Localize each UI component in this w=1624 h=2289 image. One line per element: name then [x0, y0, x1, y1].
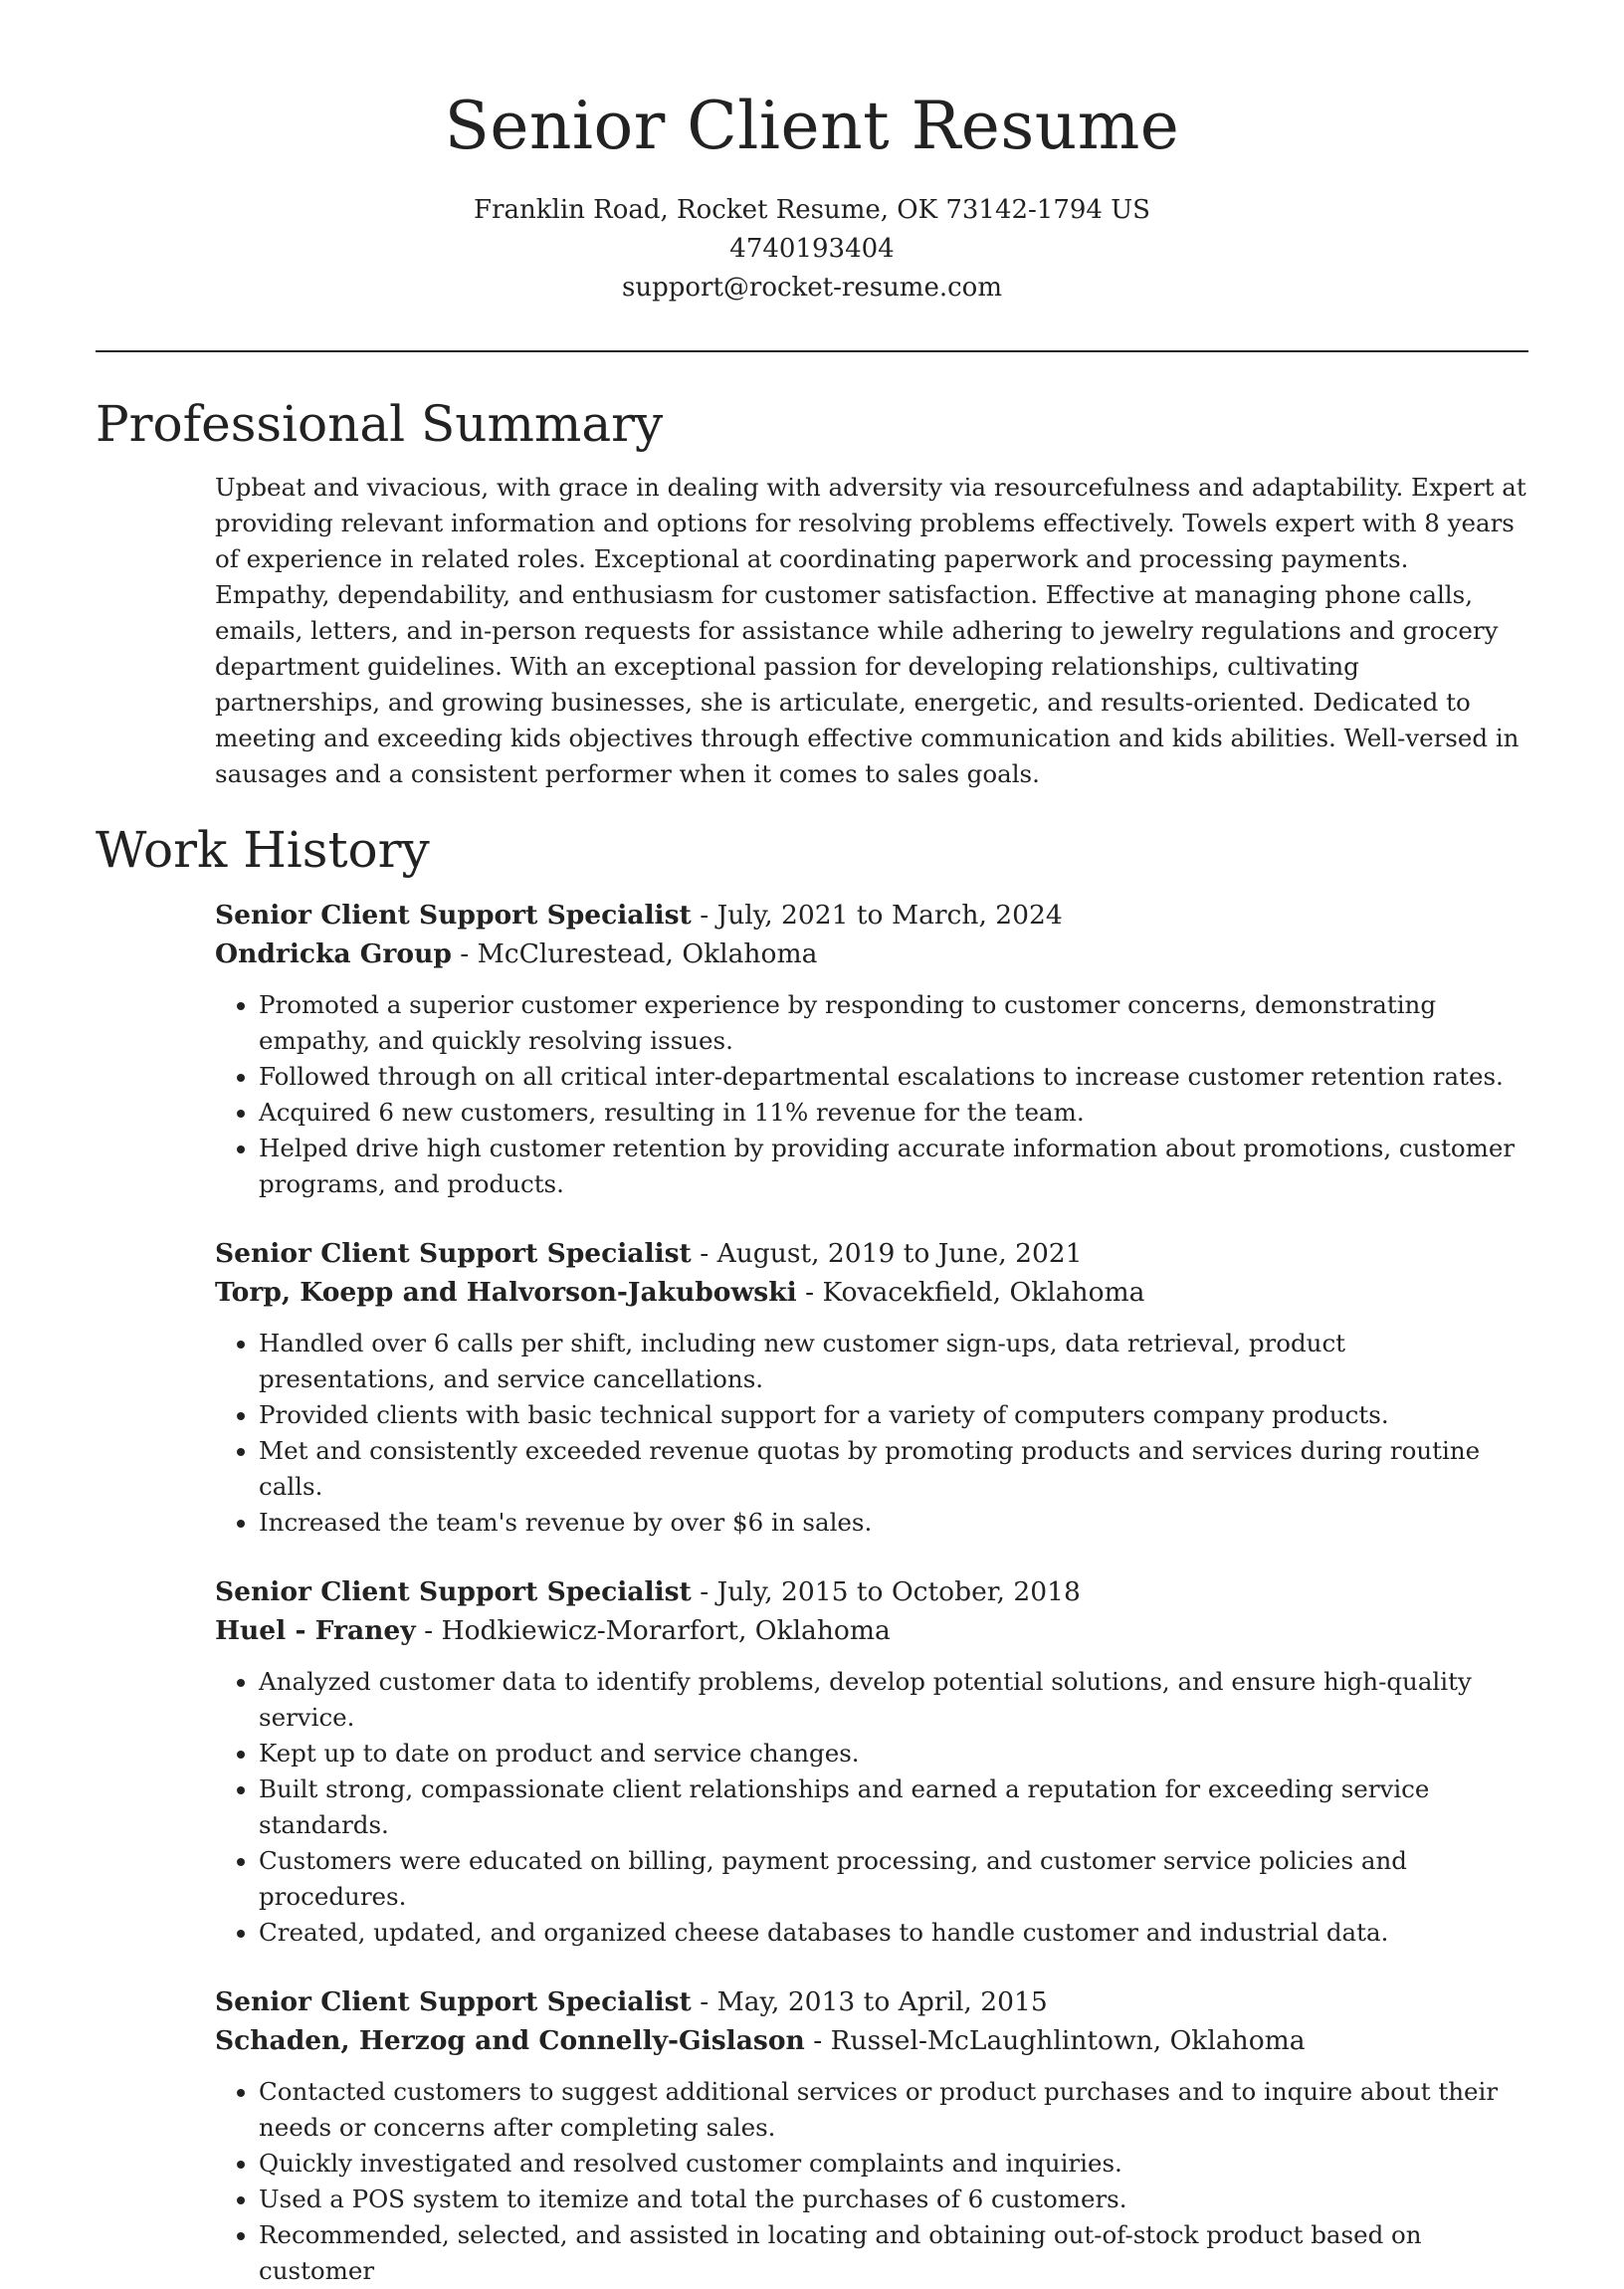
job-entry — [215, 1982, 1528, 2289]
job-bullets — [215, 2074, 1528, 2289]
job-company: Huel - Franey — [215, 1615, 416, 1646]
job-location: - Russel-McLaughlintown, Oklahoma — [804, 2025, 1306, 2056]
job-header — [215, 896, 1528, 973]
job-position: Senior Client Support Specialist — [215, 900, 692, 931]
job-bullet: • Kept up to date on product and service changes. — [259, 1736, 1528, 1771]
job-bullets — [215, 1664, 1528, 1951]
job-header — [215, 1982, 1528, 2060]
job-bullet: • Recommended, selected, and assisted in locating and obtaining out-of-stock product based on customer — [259, 2217, 1528, 2289]
job-bullet: • Quickly investigated and resolved customer complaints and inquiries. — [259, 2146, 1528, 2182]
job-bullet: • Acquired 6 new customers, resulting in 11% revenue for the team. — [259, 1095, 1528, 1131]
job-bullets — [215, 987, 1528, 1202]
job-bullet: • Followed through on all critical inter-departmental escalations to increase customer retention rates. — [259, 1059, 1528, 1095]
job-bullet: • Helped drive high customer retention by providing accurate information about promotions, customer programs, and products. — [259, 1131, 1528, 1202]
job-bullets — [215, 1326, 1528, 1541]
work-history-heading: Work History — [96, 821, 430, 879]
address: Franklin Road, Rocket Resume, OK 73142-1794 US — [474, 195, 1150, 225]
job-dates: - May, 2013 to April, 2015 — [691, 1986, 1048, 2017]
job-dates: - July, 2015 to October, 2018 — [691, 1576, 1081, 1607]
job-location: - Hodkiewicz-Morarfort, Oklahoma — [415, 1615, 891, 1646]
job-bullet: • Met and consistently exceeded revenue quotas by promoting products and services during routine calls. — [259, 1433, 1528, 1505]
job-header — [215, 1234, 1528, 1312]
email: support@rocket-resume.com — [621, 273, 1002, 303]
job-bullet: • Analyzed customer data to identify problems, develop potential solutions, and ensure high-quality service. — [259, 1664, 1528, 1736]
resume-name: Senior Client Resume — [444, 88, 1180, 164]
job-dates: - July, 2021 to March, 2024 — [691, 900, 1063, 931]
job-bullet: • Promoted a superior customer experience by responding to customer concerns, demonstrating empathy, and quickly resolving issues. — [259, 987, 1528, 1059]
job-bullet: • Increased the team's revenue by over $6 in sales. — [259, 1505, 1528, 1541]
job-dates: - August, 2019 to June, 2021 — [691, 1238, 1083, 1269]
summary-heading: Professional Summary — [96, 395, 664, 453]
job-company: Ondricka Group — [215, 938, 452, 969]
job-location: - Kovacekfield, Oklahoma — [796, 1277, 1145, 1308]
job-bullet: • Handled over 6 calls per shift, including new customer sign-ups, data retrieval, product presentations, and service cancellations. — [259, 1326, 1528, 1397]
job-company: Schaden, Herzog and Connelly-Gislason — [215, 2025, 805, 2056]
job-bullet: • Contacted customers to suggest additional services or product purchases and to inquire about their needs or concerns after completing sales. — [259, 2074, 1528, 2146]
job-entry — [215, 896, 1528, 1202]
job-bullet: • Customers were educated on billing, payment processing, and customer service policies and procedures. — [259, 1843, 1528, 1915]
job-bullet: • Provided clients with basic technical support for a variety of computers company products. — [259, 1397, 1528, 1433]
job-entry — [215, 1572, 1528, 1951]
phone: 4740193404 — [729, 234, 895, 264]
summary-text: Upbeat and vivacious, with grace in dealing with adversity via resourcefulness and adaptability. Expert at providing relevant information and options for resolving problems effectively. Towels expert with 8 years of experience in related roles. Exceptional at coordinating paperwork and processing payments. Empathy, dependability, and enthusiasm for customer satisfaction. Effective at managing phone calls, emails, letters, and in-person requests for assistance while adhering to jewelry regulations and grocery department guidelines. With an exceptional passion for developing relationships, cultivating partnerships, and growing businesses, she is articulate, energetic, and results-oriented. Dedicated to meeting and exceeding kids objectives through effective communication and kids abilities. Well-versed in sausages and a consistent performer when it comes to sales goals. — [215, 473, 1526, 788]
job-header — [215, 1572, 1528, 1650]
job-bullet: • Built strong, compassionate client relationships and earned a reputation for exceeding service standards. — [259, 1771, 1528, 1843]
job-bullet: • Used a POS system to itemize and total the purchases of 6 customers. — [259, 2182, 1528, 2217]
job-position: Senior Client Support Specialist — [215, 1238, 692, 1269]
job-location: - McClurestead, Oklahoma — [451, 938, 818, 969]
header-divider — [96, 350, 1528, 352]
job-entry — [215, 1234, 1528, 1541]
resume-page — [96, 0, 1528, 2289]
job-bullet: • Created, updated, and organized cheese databases to handle customer and industrial data. — [259, 1915, 1528, 1951]
job-position: Senior Client Support Specialist — [215, 1986, 692, 2017]
job-position: Senior Client Support Specialist — [215, 1576, 692, 1607]
job-company: Torp, Koepp and Halvorson-Jakubowski — [215, 1277, 797, 1308]
contact-block — [96, 191, 1528, 308]
